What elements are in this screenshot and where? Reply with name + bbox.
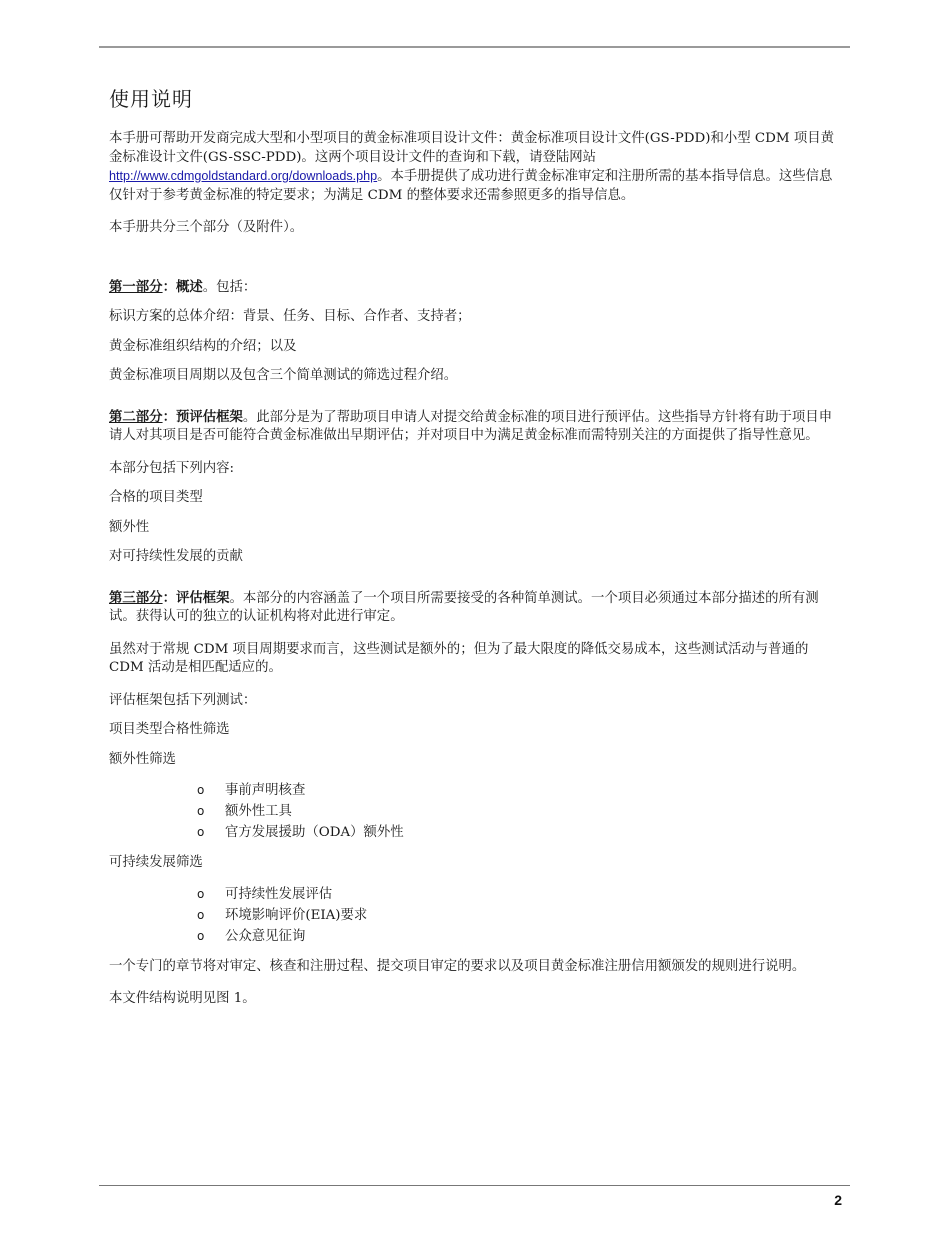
section2-title: 预评估框架 [175,408,243,425]
additionality-sub-list [109,780,842,843]
sustainability-sub-list [109,884,842,947]
footer-rule [99,1185,850,1186]
intro-paragraph [109,130,842,205]
list-item: o 公众意见征询 [197,926,842,947]
bullet-icon: o [197,783,205,797]
section1-heading: 第一部分：概述。包括： [109,278,257,295]
bullet-icon: o [197,928,205,943]
section3-test-additionality: 额外性筛选 [109,751,176,767]
section2-item: 额外性 [109,519,150,535]
section1-item: 黄金标准组织结构的介绍；以及 [109,338,297,354]
section3-note: 虽然对于常规 CDM 项目周期要求而言，这些测试是额外的；但为了最大限度的降低交易成本，这些测试活动与普通的 CDM 活动是相匹配适应的。 [109,641,809,675]
header-rule [99,46,850,48]
list-item: o 官方发展援助（ODA）额外性 [197,822,842,843]
section3-label: 第三部分 [109,589,163,606]
section3-tests-intro: 评估框架包括下列测试： [109,692,257,708]
bullet-icon: o [197,804,205,818]
section2-contents-intro: 本部分包括下列内容: [109,460,235,476]
figure-reference: 本文件结构说明见图 1。 [109,991,256,1006]
closing-paragraph: 一个专门的章节将对审定、核查和注册过程、提交项目审定的要求以及项目黄金标准注册信用额颁发的规则进行说明。 [109,958,806,974]
section2-label: 第二部分 [109,408,163,425]
list-item: o 可持续性发展评估 [197,884,842,905]
section3-heading: 第三部分：评估框架。本部分的内容涵盖了一个项目所需要接受的各种简单测试。一个项目必须通过本部分描述的所有测试。获得认可的独立的认证机构将对此进行审定。 [109,589,819,624]
section3-test-sustainability: 可持续发展筛选 [109,855,203,870]
section3-test-eligibility: 项目类型合格性筛选 [109,722,230,737]
section2-item: 合格的项目类型 [109,490,203,505]
page-number: 2 [834,1192,842,1208]
intro-text-2: 。本手册提供了成功进行黄金标准审定和注册所需的基本指导信息。这些信息仅针对于参考黄金标准的特定要求；为满足 CDM 的整体要求还需参照更多的指导信息。 [109,169,833,203]
structure-intro: 本手册共分三个部分（及附件）。 [109,220,304,235]
document-body [109,84,842,1023]
section2-item: 对可持续性发展的贡献 [109,549,243,564]
section1-title: 概述 [175,278,203,295]
section1-label: 第一部分 [109,278,163,295]
intro-text-1: 本手册可帮助开发商完成大型和小型项目的黄金标准项目设计文件：黄金标准项目设计文件(GS-PDD)和小型 CDM 项目黄金标准设计文件(GS-SSC-PDD)。这两个项目设计文件的查询和下载，请登陆网站 [109,131,834,165]
section1-item: 标识方案的总体介绍：背景、任务、目标、合作者、支持者； [109,309,471,324]
bullet-icon: o [197,907,205,922]
bullet-icon: o [197,886,205,901]
bullet-icon: o [197,825,205,839]
downloads-link[interactable]: http://www.cdmgoldstandard.org/downloads.php [109,169,378,183]
list-item: o 环境影响评价(EIA)要求 [197,905,842,926]
section2-heading: 第二部分：预评估框架。此部分是为了帮助项目申请人对提交给黄金标准的项目进行预评估。这些指导方针将有助于项目申请人对其项目是否可能符合黄金标准做出早期评估；并对项目中为满足黄金标准而需特别关注的方面提供了指导性意见。 [109,408,833,443]
list-item: o 额外性工具 [197,801,842,822]
section1-item: 黄金标准项目周期以及包含三个简单测试的筛选过程介绍。 [109,368,458,383]
list-item: o 事前声明核查 [197,780,842,801]
page-title: 使用说明 [109,87,193,111]
section3-title: 评估框架 [175,589,230,606]
